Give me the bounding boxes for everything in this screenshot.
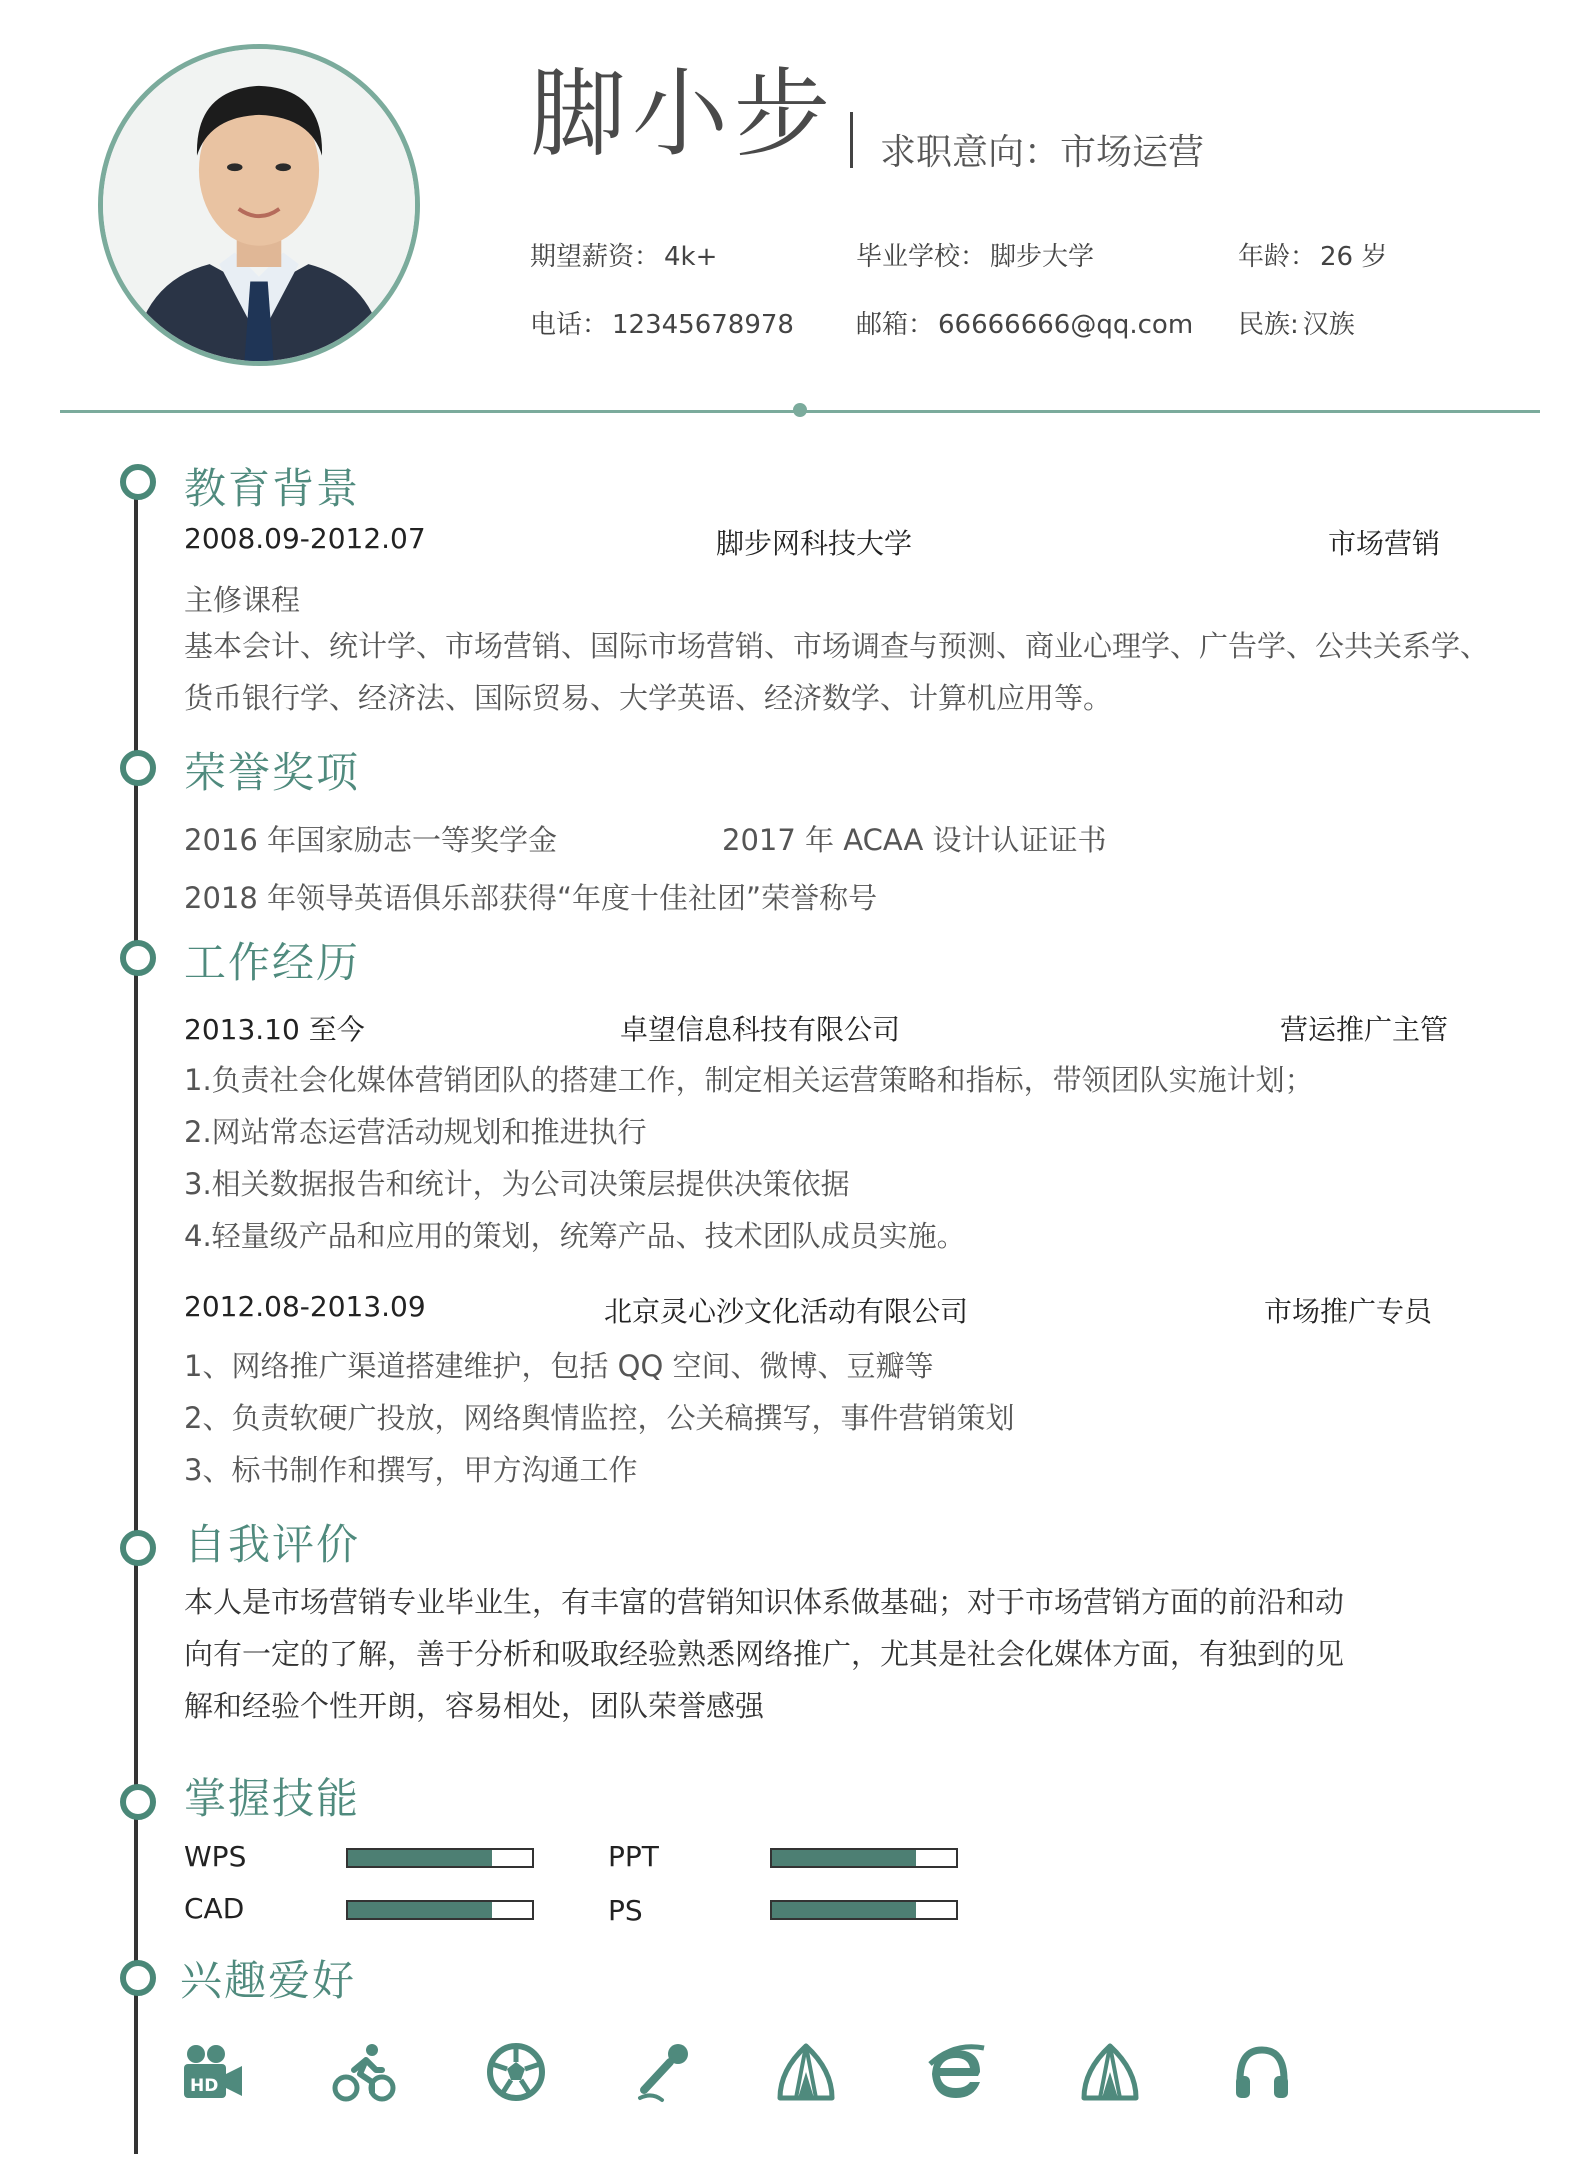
skill-bar [770,1848,958,1868]
info-email [856,304,1193,341]
headphones-icon [1230,2040,1294,2104]
avatar [103,49,415,361]
timeline-node [120,1530,156,1566]
education-period: 2008.09-2012.07 [184,522,426,555]
soccer-ball-icon [484,2040,548,2104]
skill-bar-fill [348,1850,492,1866]
education-school: 脚步网科技大学 [716,527,913,560]
svg-text:HD: HD [190,2076,219,2096]
job-position: 市场推广专员 [1264,1295,1433,1328]
info-phone [530,304,794,341]
info-label: 电话： [530,310,609,340]
skill-bar-fill [772,1850,916,1866]
tent-icon [1078,2040,1142,2104]
skill-bar [346,1848,534,1868]
info-salary [530,236,717,273]
honor-item: 2017 年 ACAA 设计认证证书 [722,823,1107,857]
job-company: 北京灵心沙文化活动有限公司 [604,1295,969,1328]
job-duty: 3.相关数据报告和统计，为公司决策层提供决策依据 [184,1167,850,1201]
timeline-node [120,750,156,786]
skill-bar-fill [348,1902,492,1918]
timeline-node [120,1784,156,1820]
self-eval-text [184,1576,1489,1732]
skill-bar [770,1900,958,1920]
self-eval-line: 解和经验个性开朗，容易相处，团队荣誉感强 [184,1689,765,1723]
job-duty: 1、网络推广渠道搭建维护，包括 QQ 空间、微博、豆瓣等 [184,1349,934,1383]
job-period: 2012.08-2013.09 [184,1290,426,1323]
skill-bar [346,1900,534,1920]
skill-name: PPT [608,1840,659,1873]
job-duty: 2、负责软硬广投放，网络舆情监控，公关稿撰写，事件营销策划 [184,1401,1015,1435]
info-school [856,236,1094,273]
hd-video-camera-icon [180,2040,244,2104]
courses-title: 主修课程 [184,583,301,617]
timeline-node [120,464,156,500]
cycling-icon [332,2040,396,2104]
self-eval-line: 向有一定的了解，善于分析和吸取经验熟悉网络推广，尤其是社会化媒体方面，有独到的见 [184,1637,1345,1671]
info-label: 年龄： [1238,242,1317,272]
job-intent-value: 市场运营 [1060,132,1205,173]
timeline-line [134,484,138,2154]
skill-bar-fill [772,1902,916,1918]
info-ethnicity [1238,304,1355,341]
section-title-education: 教育背景 [184,464,361,513]
info-label: 期望薪资： [530,242,661,272]
section-title-self-eval: 自我评价 [184,1520,361,1569]
honor-item: 2016 年国家励志一等奖学金 [184,823,558,857]
job-duty: 4.轻量级产品和应用的策划，统筹产品、技术团队成员实施。 [184,1219,966,1253]
info-value: 12345678978 [612,310,794,340]
section-title-skills: 掌握技能 [184,1774,361,1823]
job-duty: 3、标书制作和撰写，甲方沟通工作 [184,1453,638,1487]
timeline-node [120,940,156,976]
skill-name: PS [608,1894,643,1927]
timeline-node [120,1960,156,1996]
self-eval-line: 本人是市场营销专业毕业生，有丰富的营销知识体系做基础；对于市场营销方面的前沿和动 [184,1585,1345,1619]
name-divider [850,112,853,168]
section-title-work: 工作经历 [184,938,361,987]
job-duty: 1.负责社会化媒体营销团队的搭建工作，制定相关运营策略和指标，带领团队实施计划； [184,1063,1314,1097]
info-value: 脚步大学 [990,242,1095,272]
section-title-hobbies: 兴趣爱好 [180,1956,357,2005]
job-intent-label: 求职意向： [880,132,1061,173]
info-label: 民族: [1238,310,1299,340]
job-intent [880,124,1204,175]
job-duty: 2.网站常态运营活动规划和推进执行 [184,1115,647,1149]
education-major: 市场营销 [1328,527,1441,560]
honor-item: 2018 年领导英语俱乐部获得“年度十佳社团”荣誉称号 [184,881,878,915]
info-age [1238,236,1387,273]
job-company: 卓望信息科技有限公司 [620,1013,901,1046]
job-position: 营运推广主管 [1280,1013,1449,1046]
profile-photo [98,44,420,366]
info-value: 66666666@qq.com [938,310,1194,340]
skill-name: WPS [184,1840,247,1873]
skill-name: CAD [184,1892,245,1925]
microphone-icon [632,2040,696,2104]
tent-icon [774,2040,838,2104]
job-period: 2013.10 至今 [184,1013,365,1046]
section-title-honors: 荣誉奖项 [184,748,361,797]
info-value: 26 岁 [1320,242,1388,272]
candidate-name: 脚小步 [530,58,836,170]
courses-list: 基本会计、统计学、市场营销、国际市场营销、市场调查与预测、商业心理学、广告学、公共关系学、货币银行学、经济法、国际贸易、大学英语、经济数学、计算机应用等。 [184,629,1490,715]
info-label: 邮箱： [856,310,935,340]
info-label: 毕业学校： [856,242,987,272]
header-divider-dot [793,403,807,417]
info-value: 汉族 [1302,310,1355,340]
internet-explorer-icon [924,2040,988,2104]
info-value: 4k+ [664,242,718,272]
